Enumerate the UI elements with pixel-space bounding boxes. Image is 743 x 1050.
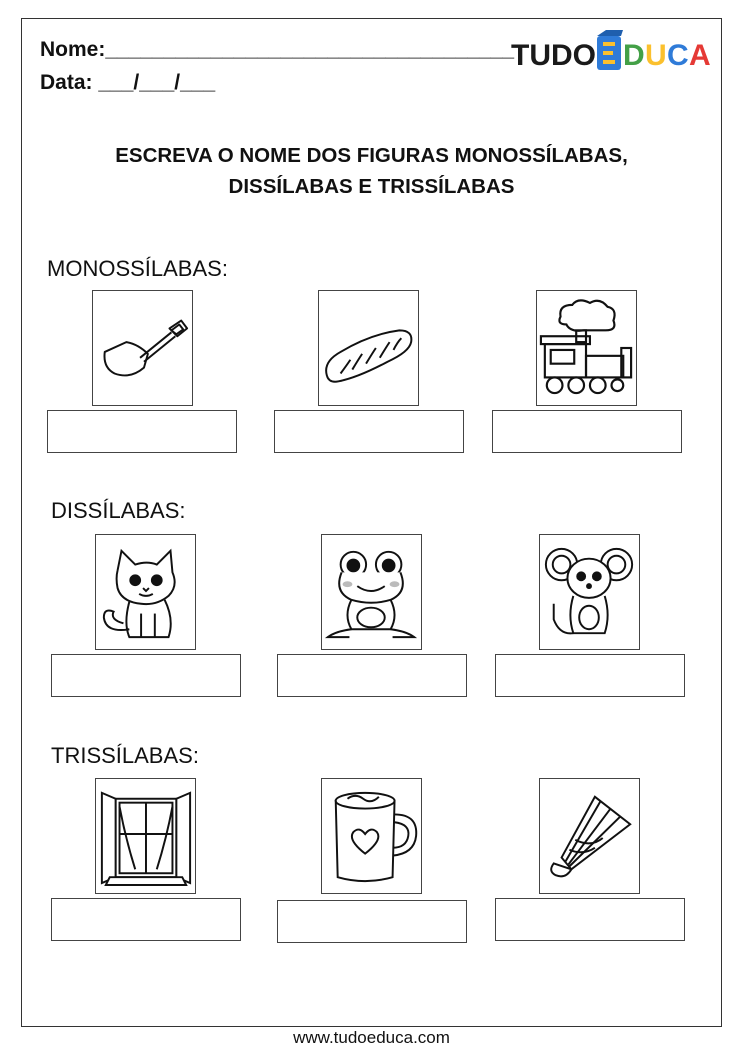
svg-text:U: U <box>645 39 667 72</box>
frog-icon <box>322 535 421 649</box>
svg-text:TUDO: TUDO <box>511 39 596 72</box>
window-icon <box>96 779 195 893</box>
mug-picture <box>321 778 422 894</box>
shovel-picture <box>92 290 193 406</box>
answer-box-dissilaba-3[interactable] <box>495 654 685 697</box>
shovel-icon <box>93 291 192 405</box>
mouse-picture <box>539 534 640 650</box>
answer-box-monossilaba-1[interactable] <box>47 410 237 453</box>
train-picture <box>536 290 637 406</box>
answer-box-monossilaba-2[interactable] <box>274 410 464 453</box>
mug-icon <box>322 779 421 893</box>
answer-box-monossilaba-3[interactable] <box>492 410 682 453</box>
title-line-1: ESCREVA O NOME DOS FIGURAS MONOSSÍLABAS, <box>115 144 628 167</box>
answer-box-dissilaba-2[interactable] <box>277 654 467 697</box>
date-field-label: Data: ___/___/___ <box>40 71 216 94</box>
title-line-2: DISSÍLABAS E TRISSÍLABAS <box>228 175 515 198</box>
footer-website-url: www.tudoeduca.com <box>293 1028 450 1047</box>
section-label-trissilabas: TRISSÍLABAS: <box>51 743 199 768</box>
bread-icon <box>319 291 418 405</box>
train-icon <box>537 291 636 405</box>
tudoeduca-logo <box>511 30 721 78</box>
name-field-label: Nome:___________________________________ <box>40 38 515 61</box>
shuttlecock-picture <box>539 778 640 894</box>
answer-box-trissilaba-1[interactable] <box>51 898 241 941</box>
svg-text:D: D <box>623 39 645 72</box>
answer-box-dissilaba-1[interactable] <box>51 654 241 697</box>
cat-picture <box>95 534 196 650</box>
section-label-monossilabas: MONOSSÍLABAS: <box>47 256 228 281</box>
mouse-icon <box>540 535 639 649</box>
svg-text:C: C <box>667 39 689 72</box>
section-label-dissilabas: DISSÍLABAS: <box>51 498 186 523</box>
answer-box-trissilaba-3[interactable] <box>495 898 685 941</box>
svg-text:A: A <box>689 39 711 72</box>
cat-icon <box>96 535 195 649</box>
worksheet-title <box>30 140 713 202</box>
window-picture <box>95 778 196 894</box>
bread-picture <box>318 290 419 406</box>
frog-picture <box>321 534 422 650</box>
shuttlecock-icon <box>540 779 639 893</box>
answer-box-trissilaba-2[interactable] <box>277 900 467 943</box>
